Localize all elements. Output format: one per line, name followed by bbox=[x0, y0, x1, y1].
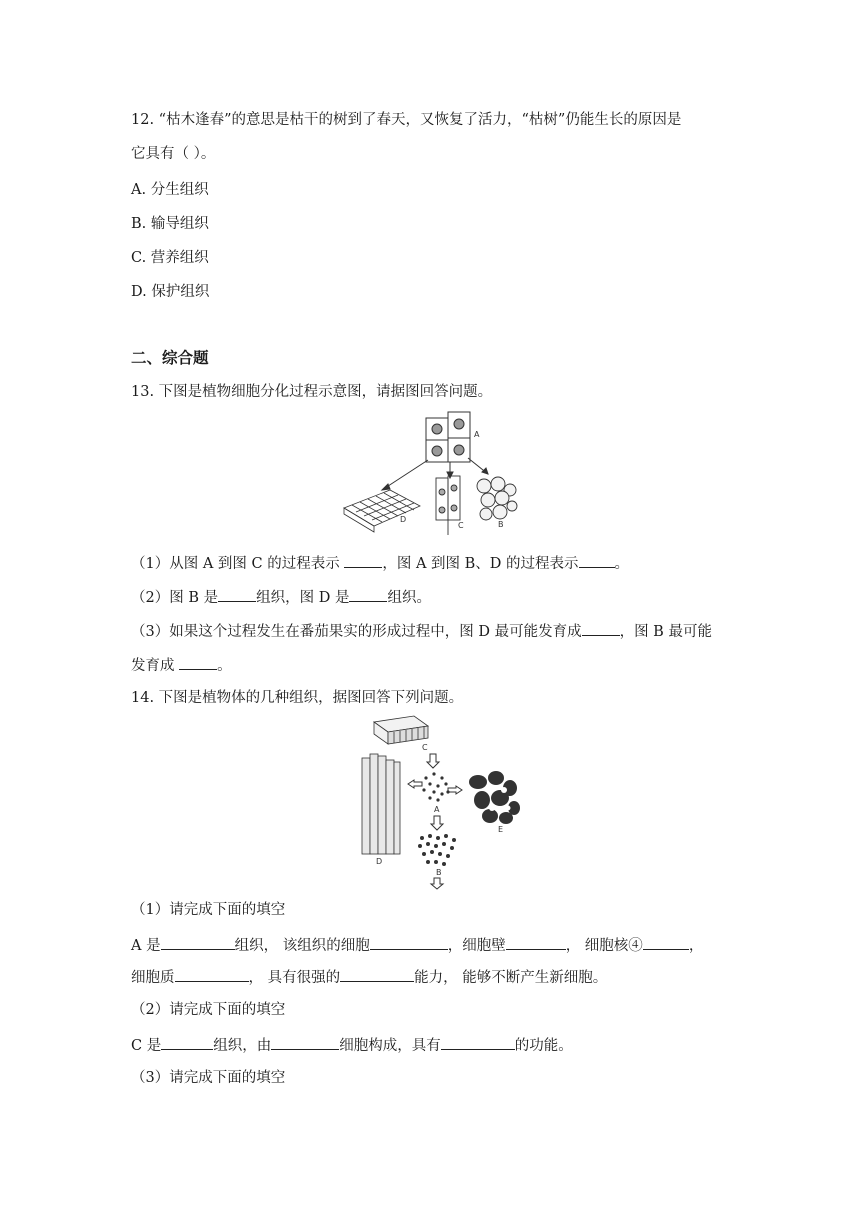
q13-part1 bbox=[131, 552, 629, 574]
q14-s1-text-h: 能力， 能够不断产生新细胞。 bbox=[414, 970, 608, 986]
q12-option-b: B. 输导组织 bbox=[131, 216, 209, 232]
q14-label-b: B bbox=[436, 868, 442, 877]
q13-part2 bbox=[131, 586, 431, 608]
q13-label-b: B bbox=[498, 520, 504, 529]
q13-blank-5[interactable] bbox=[582, 620, 620, 636]
q14-sub2-title: （2）请完成下面的填空 bbox=[131, 1002, 286, 1018]
q14-blank-9[interactable] bbox=[441, 1034, 515, 1050]
q13-figure bbox=[340, 410, 520, 540]
q14-s1-text-a: A 是 bbox=[131, 938, 161, 954]
q14-sub1-line1 bbox=[131, 934, 703, 956]
q14-sub3-title: （3）请完成下面的填空 bbox=[131, 1070, 286, 1086]
q14-sub2-line1 bbox=[131, 1034, 573, 1056]
q14-blank-6[interactable] bbox=[340, 966, 414, 982]
q13-blank-1[interactable] bbox=[344, 552, 382, 568]
q13-p1-text-a: （1）从图 A 到图 C 的过程表示 bbox=[131, 556, 345, 572]
q14-s1-text-g: ， 具有很强的 bbox=[248, 970, 341, 986]
q12-option-c: C. 营养组织 bbox=[131, 250, 209, 266]
q14-sub1-line2 bbox=[131, 966, 607, 988]
q13-p1-text-c: 。 bbox=[614, 556, 630, 572]
q14-s1-text-c: ，细胞壁 bbox=[447, 938, 506, 954]
q13-p1-text-b: ，图 A 到图 B、D 的过程表示 bbox=[382, 556, 579, 572]
q13-p2-text-a: （2）图 B 是 bbox=[131, 590, 219, 606]
q13-part3 bbox=[131, 620, 712, 642]
q13-label-d: D bbox=[400, 515, 407, 524]
q14-blank-8[interactable] bbox=[271, 1034, 339, 1050]
q13-blank-2[interactable] bbox=[579, 552, 615, 568]
q13-p3-text-c: 发育成 bbox=[131, 658, 180, 674]
q13-label-a: A bbox=[474, 430, 480, 439]
q14-s2-text-b: 组织，由 bbox=[213, 1038, 272, 1054]
q13-p3-text-a: （3）如果这个过程发生在番茄果实的形成过程中，图 D 最可能发育成 bbox=[131, 624, 582, 640]
q14-s2-text-d: 的功能。 bbox=[514, 1038, 573, 1054]
q12-option-d: D. 保护组织 bbox=[131, 284, 210, 300]
q14-s1-text-b: 组织， 该组织的细胞 bbox=[234, 938, 370, 954]
q12-stem-line1: 12. “枯木逢春”的意思是枯干的树到了春天，又恢复了活力，“枯树”仍能生长的原因是 bbox=[131, 112, 682, 128]
q14-blank-5[interactable] bbox=[175, 966, 249, 982]
q14-blank-3[interactable] bbox=[506, 934, 566, 950]
q14-s2-text-a: C 是 bbox=[131, 1038, 162, 1054]
q14-s1-text-f: 细胞质 bbox=[131, 970, 175, 986]
q13-blank-3[interactable] bbox=[218, 586, 256, 602]
q12-stem-line2: 它具有（ ）。 bbox=[131, 146, 216, 162]
q13-p2-text-b: 组织，图 D 是 bbox=[256, 590, 350, 606]
q13-stem: 13. 下图是植物细胞分化过程示意图，请据图回答问题。 bbox=[131, 384, 493, 400]
section-title: 二、综合题 bbox=[131, 349, 209, 367]
q14-blank-1[interactable] bbox=[161, 934, 235, 950]
q14-s2-text-c: 细胞构成，具有 bbox=[339, 1038, 441, 1054]
q13-label-c: C bbox=[458, 521, 464, 530]
q14-blank-7[interactable] bbox=[161, 1034, 213, 1050]
q14-stem: 14. 下图是植物体的几种组织，据图回答下列问题。 bbox=[131, 690, 464, 706]
q14-s1-text-e: ， bbox=[688, 938, 704, 954]
q12-option-a: A. 分生组织 bbox=[131, 182, 209, 198]
q13-blank-6[interactable] bbox=[179, 654, 217, 670]
q13-part3-line2 bbox=[131, 654, 232, 676]
q14-s1-text-d: ， 细胞核④ bbox=[565, 938, 643, 954]
q14-label-c: C bbox=[422, 743, 428, 752]
q14-figure bbox=[350, 712, 530, 892]
q14-blank-4[interactable] bbox=[643, 934, 689, 950]
q14-label-d: D bbox=[376, 857, 383, 866]
q14-blank-2[interactable] bbox=[370, 934, 448, 950]
q14-sub1-title: （1）请完成下面的填空 bbox=[131, 902, 286, 918]
q14-label-a: A bbox=[434, 805, 440, 814]
q14-label-e: E bbox=[498, 825, 504, 834]
q13-p2-text-c: 组织。 bbox=[387, 590, 431, 606]
q13-p3-text-b: ，图 B 最可能 bbox=[619, 624, 712, 640]
q13-blank-4[interactable] bbox=[349, 586, 387, 602]
q13-p3-text-d: 。 bbox=[217, 658, 232, 674]
